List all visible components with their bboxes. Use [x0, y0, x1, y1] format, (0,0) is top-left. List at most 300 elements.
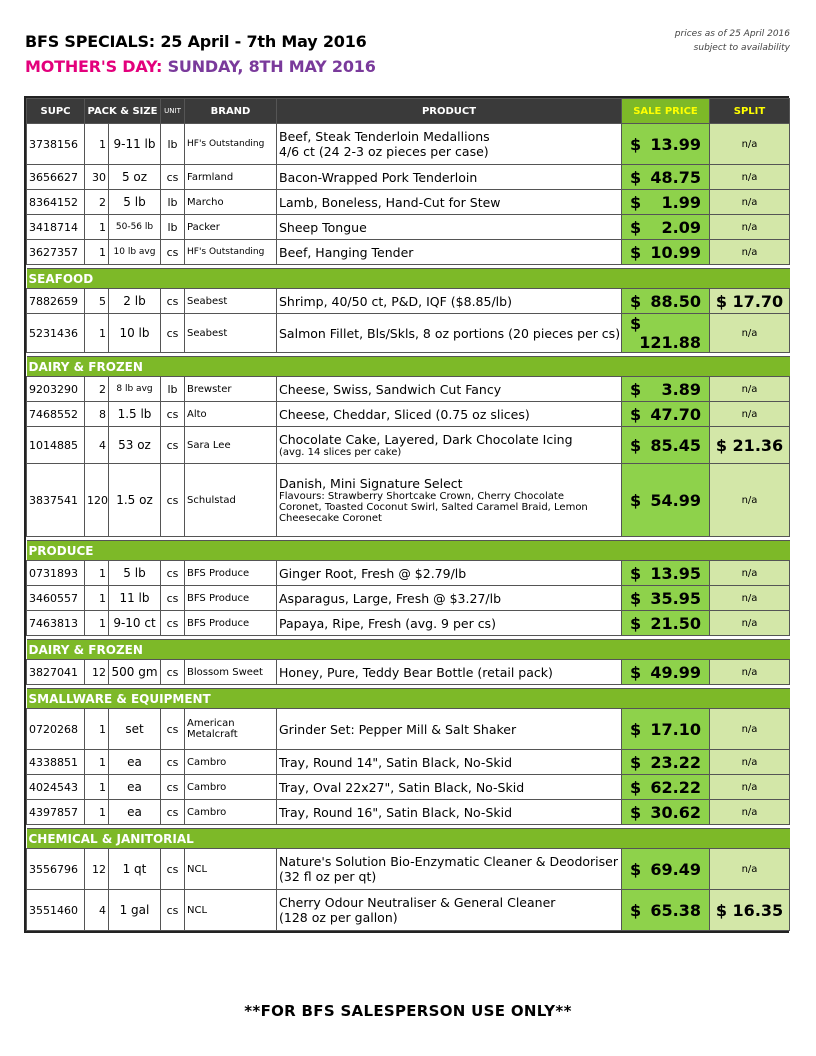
brand-cell [185, 890, 277, 931]
sale-price-value: 48.75 [650, 167, 701, 187]
currency-symbol: $ [630, 719, 642, 739]
supc-cell: 5231436 [27, 314, 85, 353]
sale-price-value: 13.99 [650, 134, 701, 154]
pack-cell: 1 [85, 775, 109, 800]
supc-cell: 3460557 [27, 586, 85, 611]
unit-cell: cs [161, 289, 185, 314]
unit-cell: cs [161, 240, 185, 265]
sale-price-cell [622, 240, 710, 265]
sale-price-cell [622, 402, 710, 427]
sale-price-cell [622, 427, 710, 464]
product-detail-3: Cheesecake Coronet [279, 513, 382, 524]
product-name: Cherry Odour Neutraliser & General Cleaner [279, 895, 556, 910]
size-cell: ea [109, 775, 161, 800]
product-detail: (128 oz per gallon) [279, 910, 398, 925]
product-cell [277, 240, 622, 265]
product-cell [277, 124, 622, 165]
unit-cell: cs [161, 890, 185, 931]
pack-cell: 1 [85, 750, 109, 775]
section-header: SMALLWARE & EQUIPMENT [27, 689, 790, 709]
product-cell [277, 190, 622, 215]
size-cell: 5 oz [109, 165, 161, 190]
table-row [27, 709, 790, 750]
pack-cell: 1 [85, 611, 109, 636]
sale-price-value: 65.38 [650, 900, 701, 920]
table-row [27, 377, 790, 402]
size-cell: 53 oz [109, 427, 161, 464]
pack-cell: 1 [85, 561, 109, 586]
page-subtitle [25, 57, 376, 76]
table-row [27, 190, 790, 215]
currency-symbol: $ [630, 752, 642, 772]
pack-cell: 4 [85, 427, 109, 464]
brand-cell [185, 464, 277, 537]
table-row [27, 800, 790, 825]
col-header-sale-price: SALE PRICE [622, 99, 710, 124]
unit-cell: lb [161, 124, 185, 165]
table-row [27, 750, 790, 775]
product-cell [277, 165, 622, 190]
product-cell [277, 464, 622, 537]
unit-cell: cs [161, 586, 185, 611]
pack-cell: 2 [85, 190, 109, 215]
brand-name: BFS Produce [187, 567, 250, 579]
brand-cell [185, 775, 277, 800]
split-price-cell: n/a [710, 660, 790, 685]
brand-cell [185, 750, 277, 775]
pack-cell: 1 [85, 709, 109, 750]
brand-cell [185, 561, 277, 586]
sale-price-value: 1.99 [661, 192, 701, 212]
brand-name: Cambro [187, 756, 227, 768]
size-cell: 1.5 oz [109, 464, 161, 537]
size-cell: 2 lb [109, 289, 161, 314]
sale-price-cell [622, 215, 710, 240]
product-name: Asparagus, Large, Fresh @ $3.27/lb [279, 590, 502, 606]
sale-price-value: 17.10 [650, 719, 701, 739]
split-price-cell: $ 16.35 [710, 890, 790, 931]
sale-price-value: 49.99 [650, 662, 701, 682]
brand-cell [185, 800, 277, 825]
product-name: Tray, Oval 22x27", Satin Black, No-Skid [279, 779, 525, 795]
pack-cell: 2 [85, 377, 109, 402]
product-name: Tray, Round 14", Satin Black, No-Skid [279, 754, 513, 770]
product-name: Cheese, Swiss, Sandwich Cut Fancy [279, 381, 502, 397]
table-body [27, 124, 790, 931]
currency-symbol: $ [630, 217, 642, 237]
pack-cell: 30 [85, 165, 109, 190]
brand-name: Packer [187, 221, 220, 233]
sale-price-cell [622, 314, 710, 353]
split-price-cell: n/a [710, 775, 790, 800]
sale-price-cell [622, 586, 710, 611]
sale-price-cell [622, 800, 710, 825]
size-cell: 9-10 ct [109, 611, 161, 636]
product-detail: (32 fl oz per qt) [279, 869, 377, 884]
product-name: Ginger Root, Fresh @ $2.79/lb [279, 565, 467, 581]
product-name: Sheep Tongue [279, 219, 367, 235]
currency-symbol: $ [630, 777, 642, 797]
currency-symbol: $ [630, 563, 642, 583]
table-row [27, 240, 790, 265]
unit-cell: cs [161, 849, 185, 890]
col-header-product: PRODUCT [277, 99, 622, 124]
col-header-supc: SUPC [27, 99, 85, 124]
sale-price-cell [622, 289, 710, 314]
section-header-row [27, 357, 790, 377]
split-price-cell: n/a [710, 464, 790, 537]
product-name: Tray, Round 16", Satin Black, No-Skid [279, 804, 513, 820]
supc-cell: 7463813 [27, 611, 85, 636]
brand-cell [185, 611, 277, 636]
unit-cell: cs [161, 427, 185, 464]
size-cell: 1 qt [109, 849, 161, 890]
unit-cell: cs [161, 775, 185, 800]
section-header-row [27, 640, 790, 660]
sale-price-cell [622, 709, 710, 750]
brand-cell [185, 240, 277, 265]
supc-cell: 7882659 [27, 289, 85, 314]
section-header-row [27, 689, 790, 709]
pack-cell: 1 [85, 586, 109, 611]
table-row [27, 775, 790, 800]
size-cell: 1.5 lb [109, 402, 161, 427]
sale-price-value: 23.22 [650, 752, 701, 772]
size-cell: 50-56 lb [109, 215, 161, 240]
split-price-cell: n/a [710, 215, 790, 240]
currency-symbol: $ [630, 242, 642, 262]
subtitle-occasion: MOTHER'S DAY: [25, 57, 163, 76]
unit-cell: lb [161, 190, 185, 215]
sale-price-cell [622, 611, 710, 636]
currency-symbol: $ [630, 435, 642, 455]
split-price-cell: n/a [710, 709, 790, 750]
size-cell: 5 lb [109, 190, 161, 215]
brand-name: HF's Outstanding [187, 247, 265, 257]
product-name: Cheese, Cheddar, Sliced (0.75 oz slices) [279, 406, 530, 422]
currency-symbol: $ [630, 379, 642, 399]
sale-price-cell [622, 660, 710, 685]
product-cell [277, 377, 622, 402]
supc-cell: 3738156 [27, 124, 85, 165]
currency-symbol: $ [630, 167, 642, 187]
table-row [27, 427, 790, 464]
size-cell: ea [109, 750, 161, 775]
brand-cell [185, 165, 277, 190]
brand-name-line2: Metalcraft [187, 729, 238, 740]
product-cell [277, 890, 622, 931]
supc-cell: 7468552 [27, 402, 85, 427]
pack-cell: 12 [85, 660, 109, 685]
product-cell [277, 561, 622, 586]
supc-cell: 8364152 [27, 190, 85, 215]
product-name: Bacon-Wrapped Pork Tenderloin [279, 169, 478, 185]
sale-price-cell [622, 849, 710, 890]
pack-cell: 1 [85, 215, 109, 240]
brand-name: NCL [187, 904, 208, 916]
brand-name: BFS Produce [187, 617, 250, 629]
section-header: CHEMICAL & JANITORIAL [27, 829, 790, 849]
product-detail-2: Coronet, Toasted Coconut Swirl, Salted Caramel Braid, Lemon [279, 502, 588, 513]
table-row [27, 660, 790, 685]
brand-name: Seabest [187, 327, 228, 339]
split-price-cell: n/a [710, 800, 790, 825]
currency-symbol: $ [630, 192, 642, 212]
product-name: Salmon Fillet, Bls/Skls, 8 oz portions (20 pieces per cs) [279, 325, 621, 341]
unit-cell: cs [161, 750, 185, 775]
product-cell [277, 709, 622, 750]
section-header: DAIRY & FROZEN [27, 357, 790, 377]
sale-price-value: 13.95 [650, 563, 701, 583]
currency-symbol: $ [630, 291, 642, 311]
table-row [27, 402, 790, 427]
size-cell: 11 lb [109, 586, 161, 611]
sale-price-cell [622, 124, 710, 165]
sale-price-value: 62.22 [650, 777, 701, 797]
split-price-cell: n/a [710, 402, 790, 427]
product-name: Danish, Mini Signature Select [279, 476, 463, 491]
product-name: Shrimp, 40/50 ct, P&D, IQF ($8.85/lb) [279, 293, 512, 309]
brand-name: Cambro [187, 806, 227, 818]
sale-price-cell [622, 165, 710, 190]
currency-symbol: $ [630, 404, 642, 424]
table-row [27, 464, 790, 537]
sale-price-cell [622, 890, 710, 931]
sale-price-value: 2.09 [661, 217, 701, 237]
split-price-cell: n/a [710, 849, 790, 890]
currency-symbol: $ [630, 134, 642, 154]
brand-cell [185, 289, 277, 314]
sale-price-cell [622, 561, 710, 586]
unit-cell: cs [161, 800, 185, 825]
brand-cell [185, 124, 277, 165]
product-name: Chocolate Cake, Layered, Dark Chocolate Icing [279, 432, 573, 447]
product-name: Grinder Set: Pepper Mill & Salt Shaker [279, 721, 517, 737]
supc-cell: 4338851 [27, 750, 85, 775]
brand-name: BFS Produce [187, 592, 250, 604]
brand-name: Alto [187, 408, 207, 420]
brand-name: Farmland [187, 171, 234, 183]
product-detail: Flavours: Strawberry Shortcake Crown, Cherry Chocolate [279, 491, 564, 502]
pack-cell: 120 [85, 464, 109, 537]
brand-cell [185, 377, 277, 402]
brand-name: American [187, 718, 235, 729]
split-price-cell: n/a [710, 124, 790, 165]
sale-price-value: 54.99 [650, 490, 701, 510]
supc-cell: 3656627 [27, 165, 85, 190]
col-header-brand: BRAND [185, 99, 277, 124]
brand-cell [185, 849, 277, 890]
product-cell [277, 750, 622, 775]
brand-name: Cambro [187, 781, 227, 793]
product-cell [277, 611, 622, 636]
table-row [27, 314, 790, 353]
unit-cell: lb [161, 215, 185, 240]
product-cell [277, 660, 622, 685]
product-name: Nature's Solution Bio-Enzymatic Cleaner & Deodoriser [279, 854, 618, 869]
product-name: Papaya, Ripe, Fresh (avg. 9 per cs) [279, 615, 496, 631]
sale-price-cell [622, 464, 710, 537]
split-price-cell: n/a [710, 750, 790, 775]
currency-symbol: $ [630, 662, 642, 682]
sale-price-value: 30.62 [650, 802, 701, 822]
section-header-row [27, 269, 790, 289]
sale-price-value: 85.45 [650, 435, 701, 455]
supc-cell: 3837541 [27, 464, 85, 537]
product-name: Lamb, Boneless, Hand-Cut for Stew [279, 194, 501, 210]
currency-symbol: $ [630, 490, 642, 510]
sale-price-cell [622, 190, 710, 215]
pack-cell: 1 [85, 314, 109, 353]
supc-cell: 9203290 [27, 377, 85, 402]
size-cell: 9-11 lb [109, 124, 161, 165]
brand-cell [185, 586, 277, 611]
currency-symbol: $ [630, 802, 642, 822]
supc-cell: 3827041 [27, 660, 85, 685]
split-price-cell: n/a [710, 240, 790, 265]
sale-price-cell [622, 377, 710, 402]
product-cell [277, 849, 622, 890]
split-price-cell: n/a [710, 314, 790, 353]
size-cell: 10 lb avg [109, 240, 161, 265]
subtitle-date: SUNDAY, 8TH MAY 2016 [162, 57, 376, 76]
sale-price-value: 21.50 [650, 613, 701, 633]
section-header: PRODUCE [27, 541, 790, 561]
sale-price-cell [622, 775, 710, 800]
availability-note: subject to availability [693, 43, 790, 53]
split-price-cell: n/a [710, 561, 790, 586]
table-row [27, 165, 790, 190]
split-price-cell: n/a [710, 586, 790, 611]
unit-cell: cs [161, 611, 185, 636]
col-header-split: SPLIT [710, 99, 790, 124]
footer-note: **FOR BFS SALESPERSON USE ONLY** [244, 1002, 572, 1020]
product-name: Beef, Hanging Tender [279, 244, 414, 260]
product-cell [277, 775, 622, 800]
unit-cell: cs [161, 314, 185, 353]
section-header-row [27, 829, 790, 849]
brand-cell [185, 215, 277, 240]
table-row [27, 124, 790, 165]
currency-symbol: $ [630, 613, 642, 633]
product-cell [277, 586, 622, 611]
sale-price-value: 88.50 [650, 291, 701, 311]
pack-cell: 1 [85, 124, 109, 165]
product-cell [277, 800, 622, 825]
supc-cell: 3556796 [27, 849, 85, 890]
split-price-cell: n/a [710, 377, 790, 402]
product-cell [277, 215, 622, 240]
product-name: Honey, Pure, Teddy Bear Bottle (retail pack) [279, 664, 553, 680]
split-price-cell: n/a [710, 611, 790, 636]
unit-cell: cs [161, 464, 185, 537]
sale-price-value: 47.70 [650, 404, 701, 424]
table-row [27, 611, 790, 636]
size-cell: set [109, 709, 161, 750]
size-cell: ea [109, 800, 161, 825]
col-header-pack-size: PACK & SIZE [85, 99, 161, 124]
unit-cell: cs [161, 709, 185, 750]
brand-cell [185, 660, 277, 685]
currency-symbol: $ [630, 859, 642, 879]
supc-cell: 1014885 [27, 427, 85, 464]
size-cell: 8 lb avg [109, 377, 161, 402]
split-price-cell: n/a [710, 190, 790, 215]
product-detail: 4/6 ct (24 2-3 oz pieces per case) [279, 144, 489, 159]
supc-cell: 3418714 [27, 215, 85, 240]
table-row [27, 890, 790, 931]
supc-cell: 4024543 [27, 775, 85, 800]
product-cell [277, 402, 622, 427]
brand-cell [185, 314, 277, 353]
table-row [27, 561, 790, 586]
sale-price-value: 35.95 [650, 588, 701, 608]
split-price-cell: $ 21.36 [710, 427, 790, 464]
brand-cell [185, 427, 277, 464]
brand-name: Blossom Sweet [187, 666, 263, 678]
pack-cell: 1 [85, 800, 109, 825]
unit-cell: cs [161, 402, 185, 427]
table-row [27, 849, 790, 890]
unit-cell: lb [161, 377, 185, 402]
table-row [27, 289, 790, 314]
currency-symbol: $ [630, 588, 642, 608]
section-header: SEAFOOD [27, 269, 790, 289]
sale-price-cell [622, 750, 710, 775]
supc-cell: 0731893 [27, 561, 85, 586]
sale-price-value: 69.49 [650, 859, 701, 879]
currency-symbol: $ [630, 314, 642, 333]
pack-cell: 1 [85, 240, 109, 265]
size-cell: 1 gal [109, 890, 161, 931]
product-cell [277, 289, 622, 314]
brand-name: Brewster [187, 383, 232, 395]
specials-table [24, 96, 789, 933]
pack-cell: 5 [85, 289, 109, 314]
pack-cell: 12 [85, 849, 109, 890]
brand-cell [185, 402, 277, 427]
price-date-note: prices as of 25 April 2016 [674, 29, 790, 39]
table-row [27, 215, 790, 240]
sale-price-value: 3.89 [661, 379, 701, 399]
page-title: BFS SPECIALS: 25 April - 7th May 2016 [25, 32, 367, 51]
product-detail: (avg. 14 slices per cake) [279, 447, 402, 458]
brand-name: Marcho [187, 196, 224, 208]
sale-price-value: 121.88 [639, 333, 701, 352]
table-row [27, 586, 790, 611]
brand-name: Sara Lee [187, 439, 231, 451]
brand-name: NCL [187, 863, 208, 875]
supc-cell: 3627357 [27, 240, 85, 265]
product-cell [277, 314, 622, 353]
table-header-row [27, 99, 790, 124]
product-cell [277, 427, 622, 464]
size-cell: 10 lb [109, 314, 161, 353]
size-cell: 500 gm [109, 660, 161, 685]
unit-cell: cs [161, 660, 185, 685]
unit-cell: cs [161, 165, 185, 190]
supc-cell: 4397857 [27, 800, 85, 825]
unit-cell: cs [161, 561, 185, 586]
split-price-cell: $ 17.70 [710, 289, 790, 314]
pack-cell: 4 [85, 890, 109, 931]
size-cell: 5 lb [109, 561, 161, 586]
split-price-cell: n/a [710, 165, 790, 190]
brand-name: HF's Outstanding [187, 139, 265, 149]
col-header-unit: UNIT [161, 99, 185, 124]
sale-price-value: 10.99 [650, 242, 701, 262]
brand-name: Schulstad [187, 494, 236, 506]
